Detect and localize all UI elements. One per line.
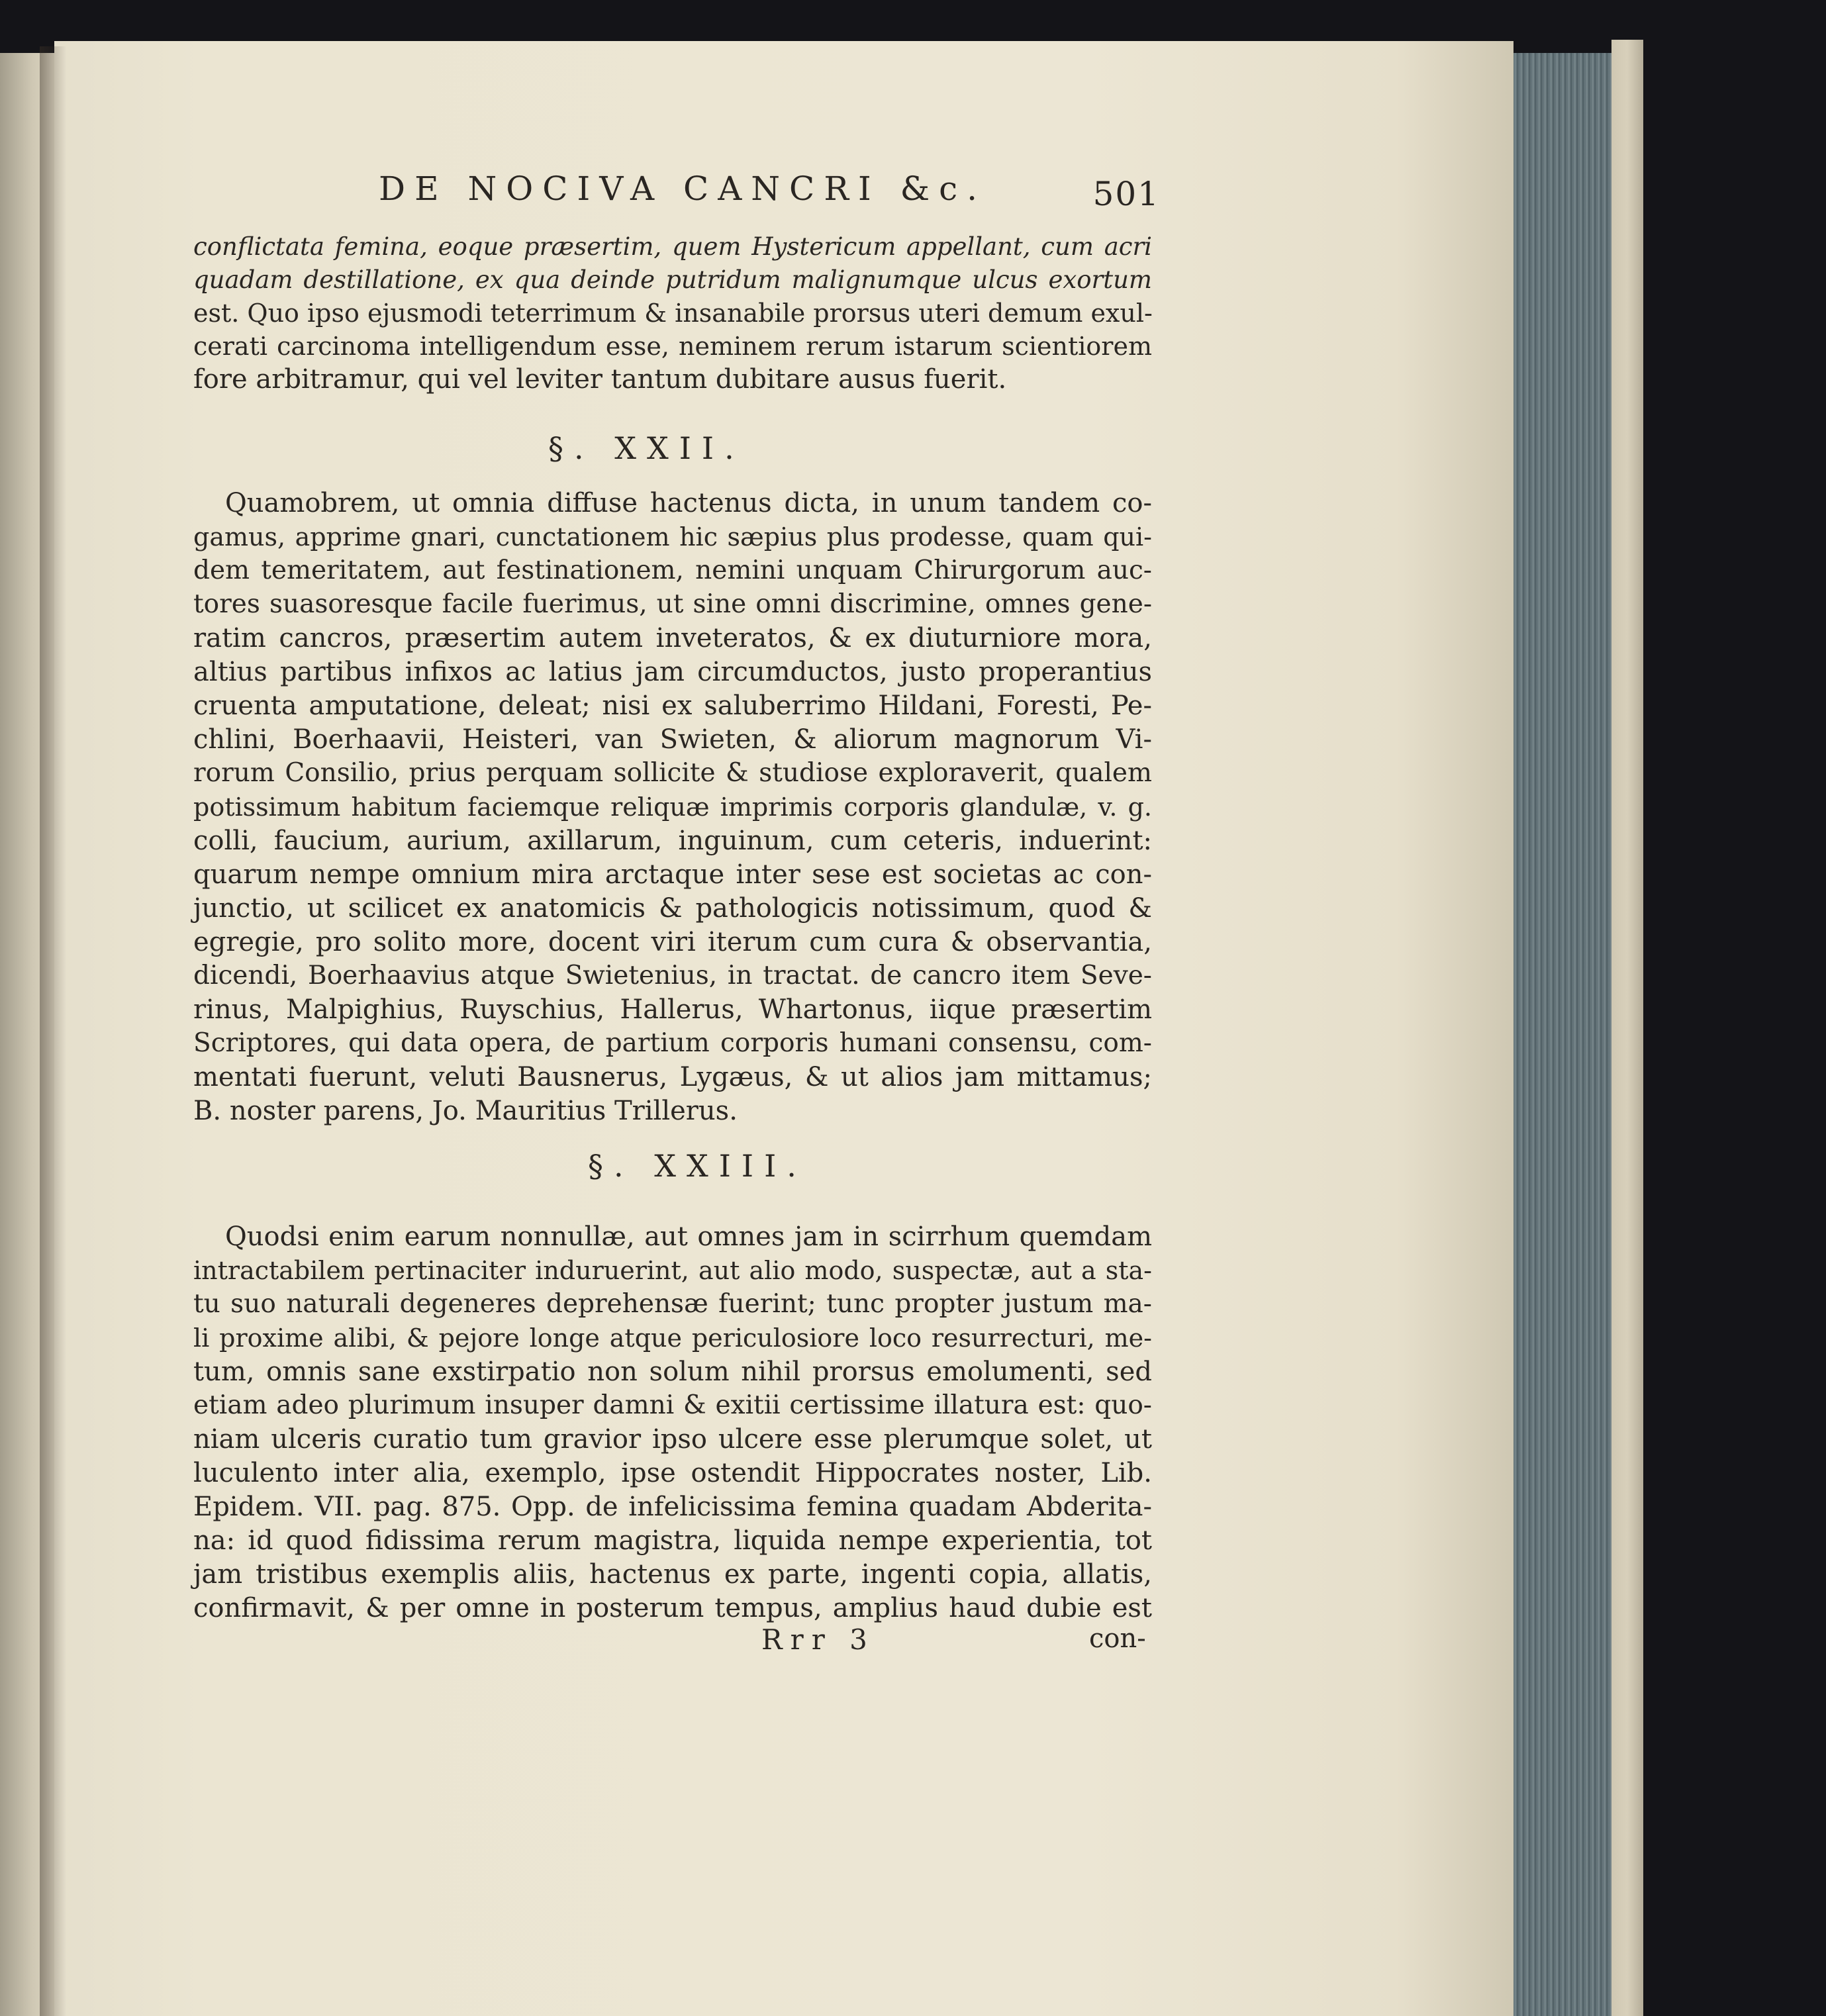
cover-edge — [1611, 40, 1643, 2016]
text-line: li proxime alibi, & pejore longe atque periculosiore loco resurrecturi, me- — [193, 1323, 1152, 1353]
text-line: luculento inter alia, exemplo, ipse ostendit Hippocrates noster, Lib. — [193, 1458, 1152, 1488]
text-line: rorum Consilio, prius perquam sollicite & studiose exploraverit, qualem — [193, 758, 1152, 788]
section-heading: §. XXIII. — [588, 1148, 807, 1184]
gutter-shadow — [40, 46, 66, 2016]
text-line: cruenta amputatione, deleat; nisi ex saluberrimo Hildani, Foresti, Pe- — [193, 691, 1152, 721]
text-line: rinus, Malpighius, Ruyschius, Hallerus, Whartonus, iique præsertim — [193, 994, 1152, 1025]
text-line: mentati fuerunt, veluti Bausnerus, Lygæus, & ut alios jam mittamus; — [193, 1062, 1152, 1092]
text-line: tu suo naturali degeneres deprehensæ fuerint; tunc propter justum ma- — [193, 1289, 1152, 1319]
text-line: potissimum habitum faciemque reliquæ imprimis corporis glandulæ, v. g. — [193, 792, 1152, 822]
running-head-title: DE NOCIVA CANCRI &c. — [379, 169, 987, 208]
page-number: 501 — [1092, 175, 1160, 213]
text-line: cerati carcinoma intelligendum esse, neminem rerum istarum scientiorem — [193, 332, 1152, 361]
text-line: Quodsi enim earum nonnullæ, aut omnes jam in scirrhum quemdam — [225, 1222, 1152, 1252]
text-line: altius partibus infixos ac latius jam circumductos, justo properantius — [193, 657, 1152, 687]
text-line: fore arbitramur, qui vel leviter tantum dubitare ausus fuerit. — [193, 364, 1007, 395]
text-line: egregie, pro solito more, docent viri iterum cum cura & observantia, — [193, 927, 1152, 957]
text-line: chlini, Boerhaavii, Heisteri, van Swieten, & aliorum magnorum Vi- — [193, 724, 1152, 755]
text-line: colli, faucium, aurium, axillarum, inguinum, cum ceteris, induerint: — [193, 826, 1152, 856]
text-line: Scriptores, qui data opera, de partium corporis humani consensu, com- — [193, 1028, 1152, 1058]
text-line: est. Quo ipso ejusmodi teterrimum & insanabile prorsus uteri demum exul- — [193, 299, 1153, 328]
section-heading: §. XXII. — [548, 430, 745, 466]
text-line: quadam destillatione, ex qua deinde putridum malignumque ulcus exortum — [193, 265, 1152, 294]
text-line: intractabilem pertinaciter induruerint, aut alio modo, suspectæ, aut a sta- — [193, 1256, 1152, 1285]
text-line: ratim cancros, præsertim autem inveteratos, & ex diuturniore mora, — [193, 623, 1152, 653]
text-line: tores suasoresque facile fuerimus, ut sine omni discrimine, omnes gene- — [193, 589, 1152, 619]
text-line: etiam adeo plurimum insuper damni & exitii certissime illatura est: quo- — [193, 1390, 1152, 1420]
text-line: na: id quod fidissima rerum magistra, liquida nempe experientia, tot — [193, 1525, 1152, 1556]
text-line: jam tristibus exemplis aliis, hactenus ex parte, ingenti copia, allatis, — [193, 1559, 1152, 1590]
signature-mark: Rrr 3 — [761, 1623, 875, 1656]
page-block-edge — [1514, 53, 1611, 2016]
text-line: Epidem. VII. pag. 875. Opp. de infelicissima femina quadam Abderita- — [193, 1492, 1152, 1522]
text-line: tum, omnis sane exstirpatio non solum nihil prorsus emolumenti, sed — [193, 1357, 1152, 1387]
text-line: niam ulceris curatio tum gravior ipso ulcere esse plerumque solet, ut — [193, 1424, 1152, 1455]
text-line: B. noster parens, Jo. Mauritius Trillerus. — [193, 1096, 738, 1126]
text-line: quarum nempe omnium mira arctaque inter sese est societas ac con- — [193, 859, 1152, 890]
text-line: Quamobrem, ut omnia diffuse hactenus dicta, in unum tandem co- — [225, 488, 1152, 518]
text-line: gamus, apprime gnari, cunctationem hic sæpius plus prodesse, quam qui- — [193, 522, 1152, 552]
text-line: confirmavit, & per omne in posterum tempus, amplius haud dubie est — [193, 1593, 1152, 1623]
text-line: conflictata femina, eoque præsertim, quem Hystericum appellant, cum acri — [193, 232, 1152, 261]
text-line: junctio, ut scilicet ex anatomicis & pathologicis notissimum, quod & — [193, 893, 1152, 924]
running-head — [379, 169, 1160, 216]
text-line: dem temeritatem, aut festinationem, nemini unquam Chirurgorum auc- — [193, 555, 1152, 585]
catchword: con- — [1089, 1623, 1146, 1654]
text-line: dicendi, Boerhaavius atque Swietenius, in tractat. de cancro item Seve- — [193, 961, 1152, 990]
